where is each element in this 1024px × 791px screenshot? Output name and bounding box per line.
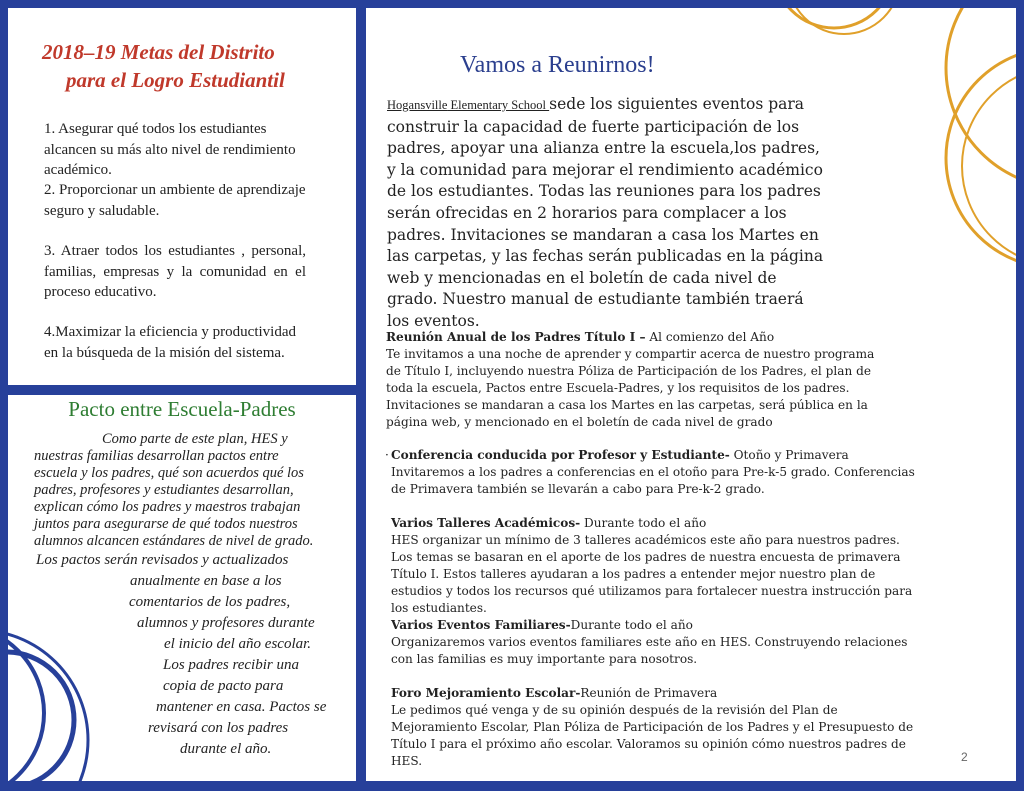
compact-line: Como parte de este plan, HES y	[102, 431, 288, 447]
school-name: Hogansville	[387, 98, 448, 112]
compact-line: Los pactos serán revisados y actualizados	[36, 552, 289, 568]
event-title: Varios Eventos Familiares-	[391, 618, 571, 632]
intro-text: sede los siguientes eventos para construir la capacidad de fuerte participación de los padres, apoyar una alianza entre la escuela,los padres, y la comunidad para mejorar el rendimiento académico de los estudiantes. Todas las reuniones para los padres serán ofrecidas en 2 horarios para complacer a los padres. Invitaciones se mandaran a casa los Martes en las carpetas, y las fechas serán publicadas en la página web y mencionadas en el boletín de cada nivel de grado. Nuestro manual de estudiante también traerá los eventos.	[387, 95, 824, 330]
goal-item: 2. Proporcionar un ambiente de aprendizaje seguro y saludable.	[44, 182, 306, 219]
compact-line: alumnos alcancen estándares de nivel de grado.	[34, 533, 314, 549]
event-title: Reunión Anual de los Padres Título I –	[386, 330, 646, 344]
event-body: Te invitamos a una noche de aprender y compartir acerca de nuestro programa de Título I, incluyendo nuestra Póliza de Participación de los Padres, el plan de toda la escuela, Pactos entre Escuela-Padres, y los requisitos de los padres. Invitaciones se mandaran a casa los Martes en las carpetas, será pública en la página web, y mencionado en el boletín de cada nivel de grado	[386, 347, 875, 429]
compact-line: juntos para asegurarse de qué todos nuestros	[34, 516, 298, 532]
ring-gold-3	[946, 48, 1016, 268]
goal-item: 1. Asegurar qué todos los estudiantes alcancen su más alto nivel de rendimiento académico.	[44, 121, 296, 178]
ring-gold-5	[946, 8, 1016, 188]
district-goals-panel	[8, 8, 356, 385]
school-suffix: Elementary School	[447, 98, 550, 112]
school-name-block	[387, 98, 549, 112]
event-when: Durante todo el año	[570, 618, 693, 632]
event-when: Al comienzo del Año	[645, 330, 775, 344]
event-body: Invitaremos a los padres a conferencias en el otoño para Pre-k-5 grado. Conferencias de Primavera también se llevarán a cabo para Pre-k-2 grado.	[391, 465, 915, 496]
compact-title: Pacto entre Escuela-Padres	[68, 397, 296, 421]
meetings-title: Vamos a Reunirnos!	[460, 52, 655, 78]
event-title: Varios Talleres Académicos-	[391, 516, 581, 530]
goals-title-line2: para el Logro Estudiantil	[66, 68, 285, 92]
compact-line: mantener en casa. Pactos se	[156, 699, 327, 715]
meetings-intro	[387, 94, 827, 333]
event-title: Conferencia conducida por Profesor y Estudiante-	[391, 448, 730, 462]
event-title: Foro Mejoramiento Escolar-	[391, 686, 581, 700]
compact-line: durante el año.	[180, 741, 272, 757]
event-annual-meeting	[386, 329, 891, 431]
compact-line: comentarios de los padres,	[129, 594, 291, 610]
compact-line: anualmente en base a los	[130, 573, 282, 589]
compact-line: alumnos y profesores durante	[137, 615, 315, 631]
event-body: Le pedimos qué venga y de su opinión después de la revisión del Plan de Mejoramiento Escolar, Plan Póliza de Participación de los Padres y el Presupuesto de Título I para el próximo año escolar. Valoramos su opinión cómo nuestros padres de HES.	[391, 703, 914, 768]
goal-item: 3. Atraer todos los estudiantes , personal, familias, empresas y la comunidad en el proceso educativo.	[44, 243, 306, 300]
event-workshops	[391, 515, 916, 617]
meetings-panel	[366, 8, 1016, 781]
compact-line: escuela y los padres, qué son acuerdos qué los	[34, 465, 304, 481]
compact-line: explican cómo los padres y maestros trabajan	[34, 499, 301, 515]
compact-line: copia de pacto para	[163, 678, 284, 694]
compact-line: Los padres recibir una	[163, 657, 299, 673]
ring-gold-4	[962, 66, 1016, 266]
event-when: Reunión de Primavera	[580, 686, 718, 700]
goal-item: 4.Maximizar la eficiencia y productividad en la búsqueda de la misión del sistema.	[44, 324, 296, 361]
compact-line: el inicio del año escolar.	[164, 636, 312, 652]
compact-line: padres, profesores y estudiantes desarrollan,	[34, 482, 294, 498]
event-marker: ·	[385, 448, 389, 462]
page-number: 2	[961, 750, 968, 764]
compact-panel	[8, 395, 356, 781]
event-improvement-forum	[391, 685, 921, 770]
event-when: Otoño y Primavera	[729, 448, 849, 462]
goals-title-line1: 2018–19 Metas del Distrito	[42, 40, 275, 64]
goals-title	[42, 38, 285, 94]
event-body: Organizaremos varios eventos familiares este año en HES. Construyendo relaciones con las familias es muy importante para nosotros.	[391, 635, 908, 666]
event-conference	[391, 447, 931, 498]
compact-line: revisará con los padres	[148, 720, 289, 736]
compact-line: nuestras familias desarrollan pactos entre	[34, 448, 279, 464]
event-body: HES organizar un mínimo de 3 talleres académicos este año para nuestros padres. Los temas se basaran en el aporte de los padres de nuestra encuesta de primavera Título I. Estos talleres ayudaran a los padres a entender mejor nuestro plan de estudios y todos los recursos qué utilizamos para fortalecer nuestra instrucción para los estudiantes.	[391, 533, 913, 615]
event-family	[391, 617, 926, 668]
event-when: Durante todo el año	[580, 516, 707, 530]
